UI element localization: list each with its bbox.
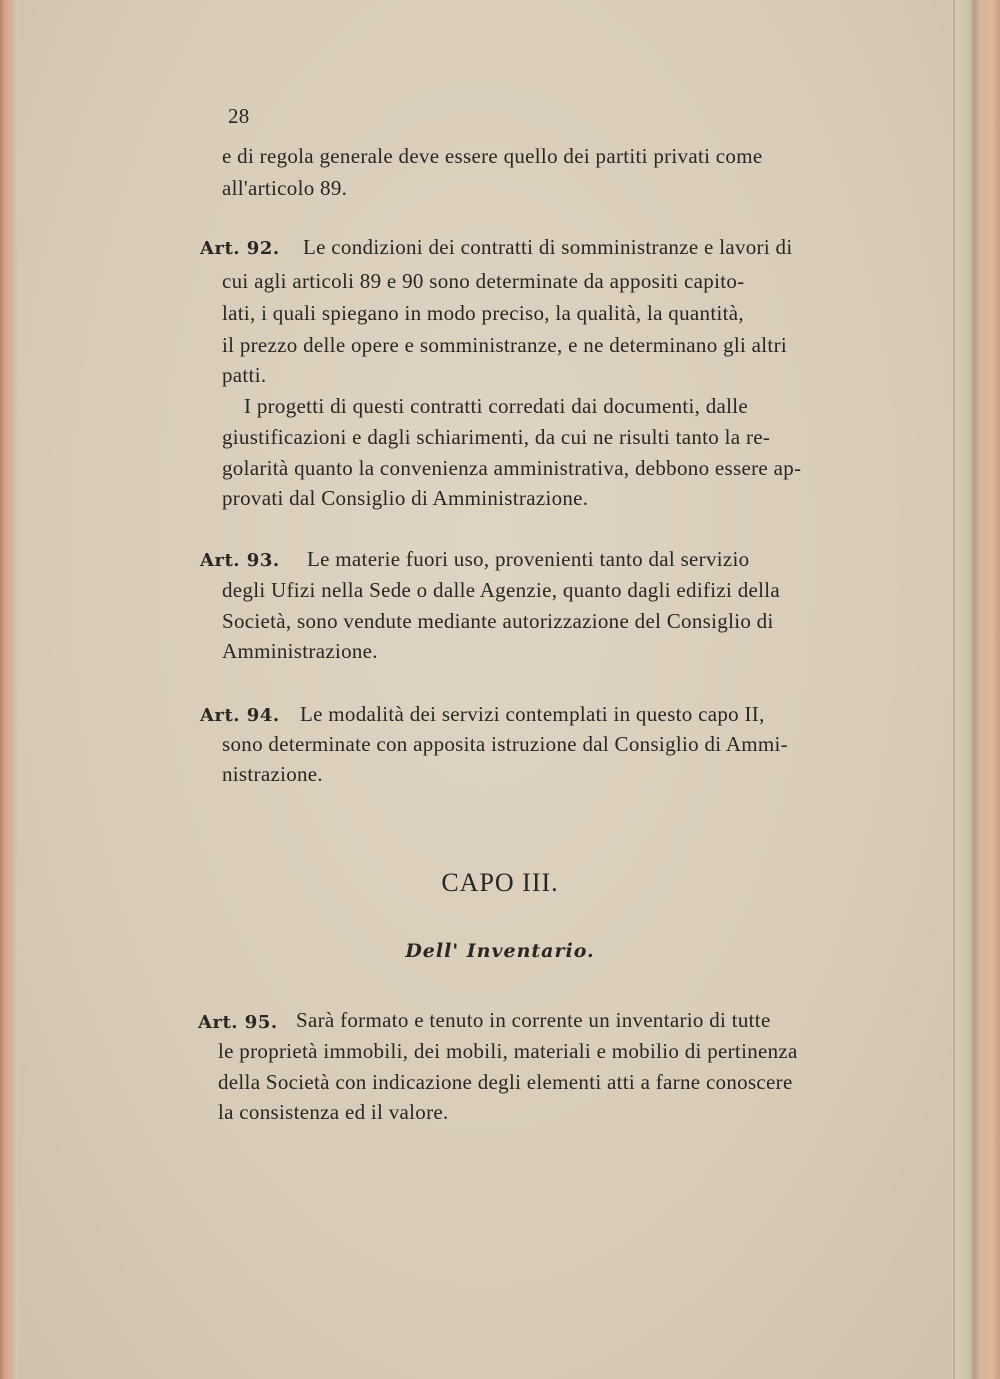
article-95-label: Art. 95.	[198, 1012, 278, 1033]
article-93-line-4: Amministrazione.	[222, 639, 378, 663]
article-92-line-6: I progetti di questi contratti corredati dai documenti, dalle	[244, 394, 749, 418]
page-right-edge	[952, 0, 1000, 1379]
article-94-line-1: Le modalità dei servizi contemplati in questo capo II,	[300, 702, 765, 726]
article-95-line-2: le proprietà immobili, dei mobili, materiali e mobilio di pertinenza	[218, 1039, 798, 1063]
article-92-line-7: giustificazioni e dagli schiarimenti, da cui ne risulti tanto la re-	[222, 425, 771, 449]
page-fold	[953, 0, 955, 1379]
article-93-label: Art. 93.	[200, 550, 280, 571]
article-94-label: Art. 94.	[200, 705, 280, 726]
article-92-line-3: lati, i quali spiegano in modo preciso, la qualità, la quantità,	[222, 301, 744, 325]
chapter-title: CAPO III.	[441, 868, 559, 897]
article-92-line-2: cui agli articoli 89 e 90 sono determinate da appositi capito-	[222, 269, 745, 293]
article-92-line-4: il prezzo delle opere e somministranze, e ne determinano gli altri	[222, 333, 787, 357]
article-94-line-3: nistrazione.	[222, 762, 323, 786]
continuation-line-1: e di regola generale deve essere quello dei partiti privati come	[222, 144, 763, 168]
page-number: 28	[228, 104, 250, 128]
article-94-line-2: sono determinate con apposita istruzione dal Consiglio di Ammi-	[222, 732, 788, 756]
article-95-line-1: Sarà formato e tenuto in corrente un inventario di tutte	[296, 1008, 771, 1032]
article-92-label: Art. 92.	[200, 238, 280, 259]
article-92-line-9: provati dal Consiglio di Amministrazione.	[222, 486, 589, 510]
article-92-line-1: Le condizioni dei contratti di somministranze e lavori di	[303, 235, 793, 259]
article-95-line-3: della Società con indicazione degli elementi atti a farne conoscere	[218, 1070, 793, 1094]
page-left-edge	[0, 0, 18, 1379]
chapter-subtitle: Dell' Inventario.	[405, 940, 595, 962]
article-93-line-3: Società, sono vendute mediante autorizzazione del Consiglio di	[222, 609, 774, 633]
article-93-line-2: degli Ufizi nella Sede o dalle Agenzie, quanto dagli edifizi della	[222, 578, 781, 602]
article-92-line-5: patti.	[222, 363, 267, 387]
article-92-line-8: golarità quanto la convenienza amministrativa, debbono essere ap-	[222, 456, 802, 480]
article-95-line-4: la consistenza ed il valore.	[218, 1100, 449, 1124]
continuation-line-2: all'articolo 89.	[222, 176, 348, 200]
paper-sheet	[18, 0, 952, 1379]
article-93-line-1: Le materie fuori uso, provenienti tanto dal servizio	[307, 547, 750, 571]
